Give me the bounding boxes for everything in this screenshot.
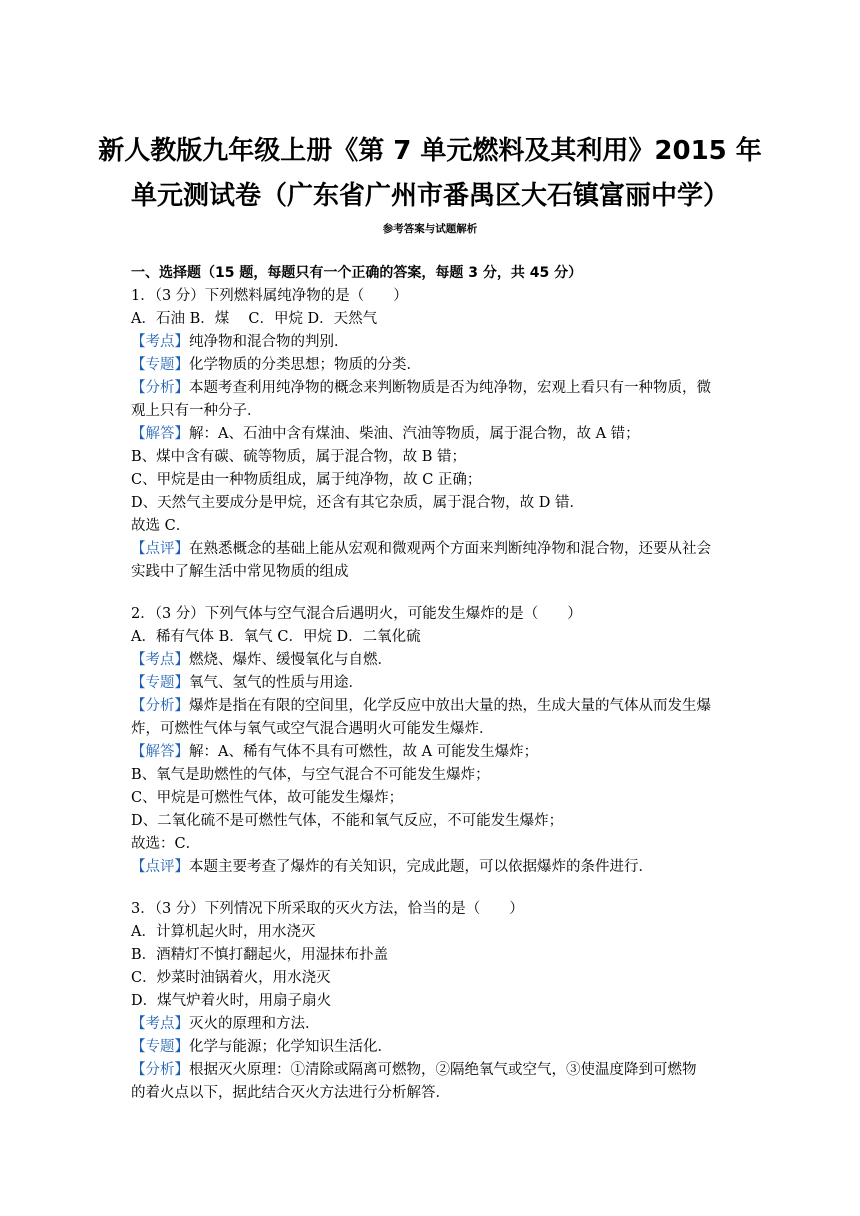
q2-stem: 2．（3 分）下列气体与空气混合后遇明火，可能发生爆炸的是（ ） bbox=[131, 606, 582, 622]
q2-fenxi bbox=[131, 695, 731, 717]
q3-kaodian bbox=[131, 1013, 731, 1035]
q1-fenxi bbox=[131, 377, 731, 399]
q3-fenxi bbox=[131, 1059, 731, 1081]
q1-answer: 故选 C． bbox=[131, 518, 191, 534]
q1-dianping-cont: 实践中了解生活中常见物质的组成 bbox=[131, 564, 349, 580]
fenxi-tag: 【分析】 bbox=[131, 698, 189, 714]
q2-zhuanti-text: 氧气、氢气的性质与用途． bbox=[189, 675, 363, 691]
q2-jieda bbox=[131, 741, 731, 763]
kaodian-tag: 【考点】 bbox=[131, 334, 189, 350]
q3-option-a: A．计算机起火时，用水浇灭 bbox=[131, 924, 316, 940]
q1-zhuanti bbox=[131, 354, 731, 376]
q3-kaodian-text: 灭火的原理和方法． bbox=[189, 1016, 320, 1032]
zhuanti-tag: 【专题】 bbox=[131, 675, 189, 691]
q1-jieda-b: B、煤中含有碳、硫等物质，属于混合物，故 B 错； bbox=[131, 449, 467, 465]
q1-dianping bbox=[131, 538, 731, 560]
q3-zhuanti bbox=[131, 1036, 731, 1058]
q3-option-c: C．炒菜时油锅着火，用水浇灭 bbox=[131, 970, 331, 986]
q1-zhuanti-text: 化学物质的分类思想；物质的分类． bbox=[189, 357, 421, 373]
q3-stem: 3．（3 分）下列情况下所采取的灭火方法，恰当的是（ ） bbox=[131, 901, 524, 917]
q2-dianping bbox=[131, 856, 731, 878]
q2-jieda-c: C、甲烷是可燃性气体，故可能发生爆炸； bbox=[131, 790, 404, 806]
document-title-line2: 单元测试卷（广东省广州市番禺区大石镇富丽中学） bbox=[130, 181, 729, 211]
q1-dianping-text: 在熟悉概念的基础上能从宏观和微观两个方面来判断纯净物和混合物，还要从社会 bbox=[189, 541, 711, 557]
fenxi-tag: 【分析】 bbox=[131, 1062, 189, 1078]
q2-options: A．稀有气体 B．氧气 C．甲烷 D．二氧化硫 bbox=[131, 629, 421, 645]
q3-zhuanti-text: 化学与能源；化学知识生活化． bbox=[189, 1039, 392, 1055]
q3-option-b: B．酒精灯不慎打翻起火，用湿抹布扑盖 bbox=[131, 947, 389, 963]
zhuanti-tag: 【专题】 bbox=[131, 1039, 189, 1055]
zhuanti-tag: 【专题】 bbox=[131, 357, 189, 373]
q1-fenxi-text: 本题考查利用纯净物的概念来判断物质是否为纯净物，宏观上看只有一种物质，微 bbox=[189, 380, 711, 396]
section-heading: 一、选择题（15 题，每题只有一个正确的答案，每题 3 分，共 45 分） bbox=[131, 265, 583, 281]
q2-kaodian bbox=[131, 649, 731, 671]
jieda-tag: 【解答】 bbox=[131, 426, 189, 442]
jieda-tag: 【解答】 bbox=[131, 744, 189, 760]
q2-jieda-d: D、二氧化硫不是可燃性气体，不能和氧气反应，不可能发生爆炸； bbox=[131, 813, 564, 829]
fenxi-tag: 【分析】 bbox=[131, 380, 189, 396]
q1-stem: 1．（3 分）下列燃料属纯净物的是（ ） bbox=[131, 288, 408, 304]
q1-jieda bbox=[131, 423, 731, 445]
q3-fenxi-cont: 的着火点以下，据此结合灭火方法进行分析解答． bbox=[131, 1085, 450, 1101]
q3-fenxi-text: 根据灭火原理：①清除或隔离可燃物，②隔绝氧气或空气，③使温度降到可燃物 bbox=[189, 1062, 697, 1078]
q1-jieda-d: D、天然气主要成分是甲烷，还含有其它杂质，属于混合物，故 D 错． bbox=[131, 495, 584, 511]
q2-jieda-b: B、氧气是助燃性的气体，与空气混合不可能发生爆炸； bbox=[131, 767, 490, 783]
kaodian-tag: 【考点】 bbox=[131, 652, 189, 668]
q2-fenxi-text: 爆炸是指在有限的空间里，化学反应中放出大量的热，生成大量的气体从而发生爆 bbox=[189, 698, 711, 714]
q1-options: A．石油 B．煤 C．甲烷 D．天然气 bbox=[131, 311, 378, 327]
q2-answer: 故选：C． bbox=[131, 836, 201, 852]
q2-kaodian-text: 燃烧、爆炸、缓慢氧化与自燃． bbox=[189, 652, 392, 668]
q1-jieda-text: 解：A、石油中含有煤油、柴油、汽油等物质，属于混合物，故 A 错； bbox=[189, 426, 640, 442]
q1-kaodian-text: 纯净物和混合物的判别． bbox=[189, 334, 349, 350]
document-title-line1: 新人教版九年级上册《第 7 单元燃料及其利用》2015 年 bbox=[98, 136, 762, 166]
q2-zhuanti bbox=[131, 672, 731, 694]
q1-jieda-c: C、甲烷是由一种物质组成，属于纯净物，故 C 正确； bbox=[131, 472, 482, 488]
q1-fenxi-cont: 观上只有一种分子． bbox=[131, 403, 262, 419]
document-subtitle: 参考答案与试题解析 bbox=[382, 223, 478, 235]
q3-option-d: D．煤气炉着火时，用扇子扇火 bbox=[131, 993, 332, 1009]
dianping-tag: 【点评】 bbox=[131, 541, 189, 557]
q2-dianping-text: 本题主要考查了爆炸的有关知识，完成此题，可以依据爆炸的条件进行． bbox=[189, 859, 653, 875]
kaodian-tag: 【考点】 bbox=[131, 1016, 189, 1032]
dianping-tag: 【点评】 bbox=[131, 859, 189, 875]
q2-fenxi-cont: 炸，可燃性气体与氧气或空气混合遇明火可能发生爆炸． bbox=[131, 721, 494, 737]
q2-jieda-text: 解：A、稀有气体不具有可燃性，故 A 可能发生爆炸； bbox=[189, 744, 539, 760]
q1-kaodian bbox=[131, 331, 731, 353]
